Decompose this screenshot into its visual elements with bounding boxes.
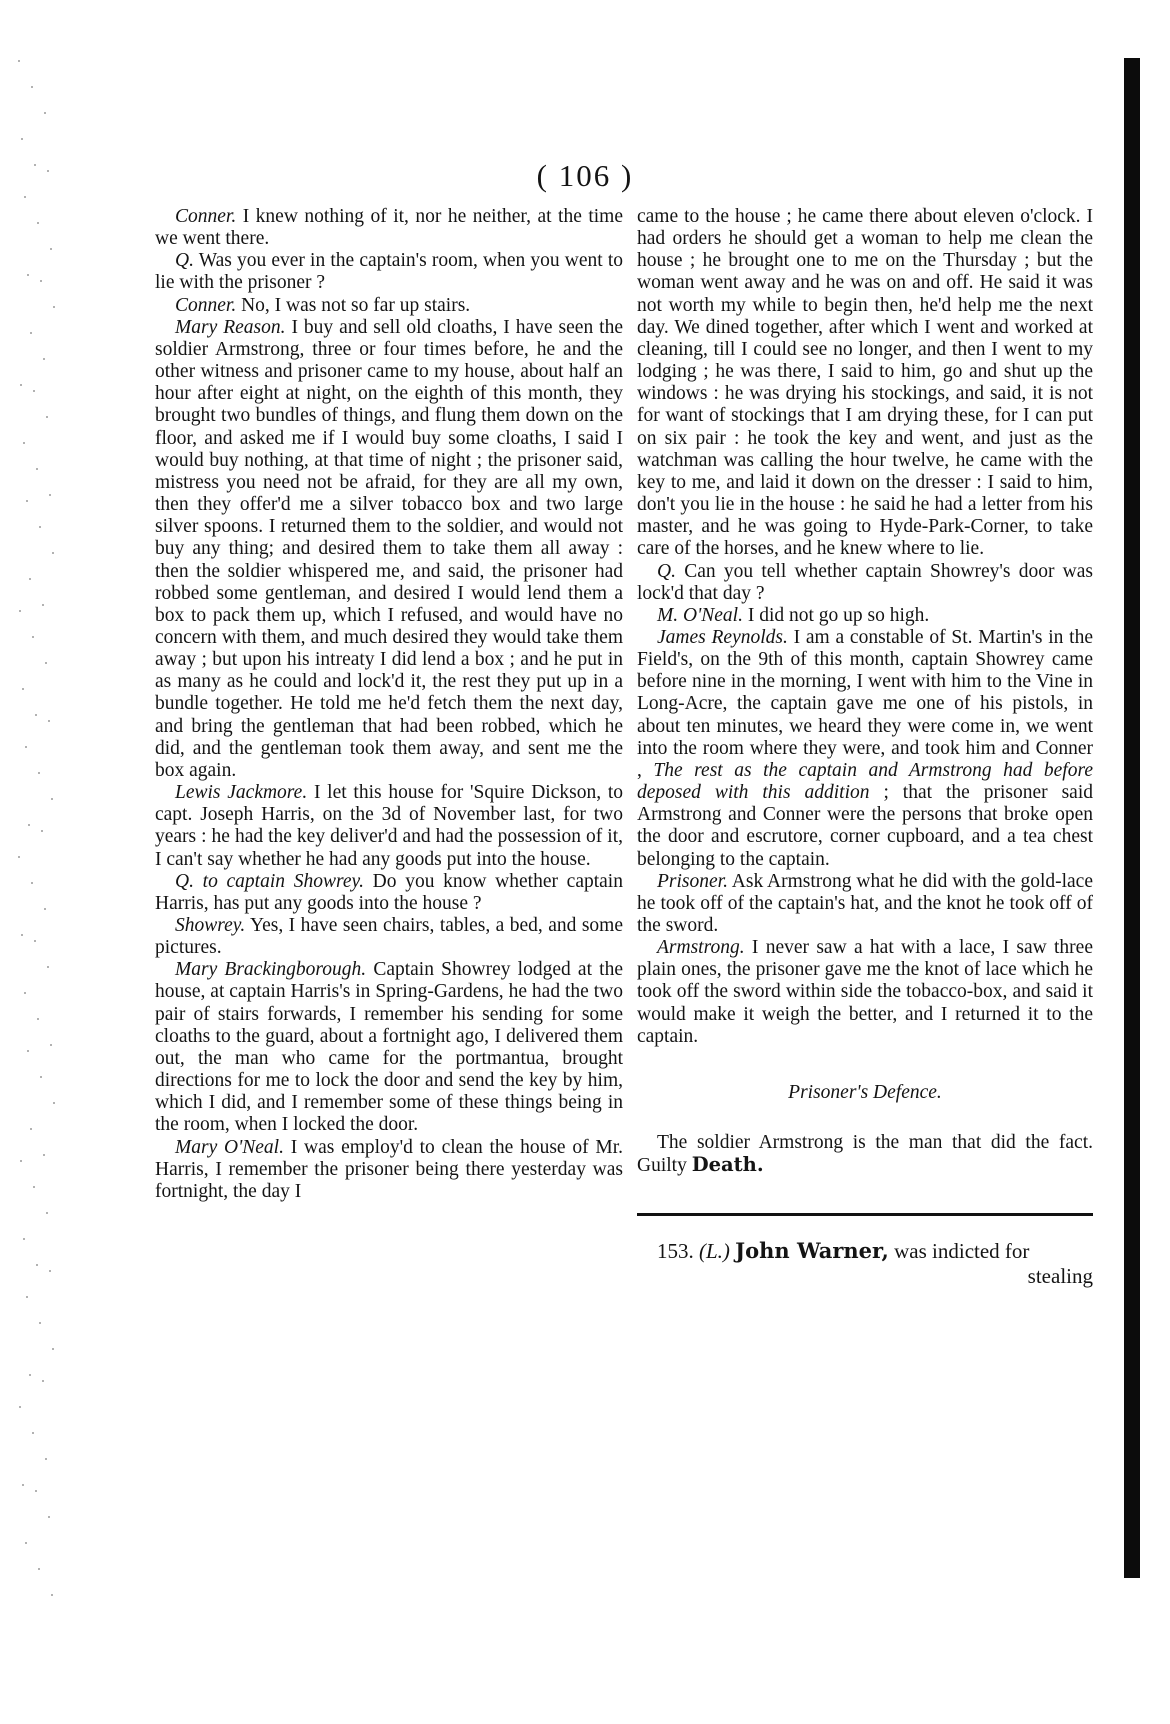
page-number: ( 106 ) <box>536 158 634 193</box>
scan-speck <box>45 1458 47 1460</box>
scan-speck <box>50 1044 52 1046</box>
scan-speck <box>27 1050 29 1052</box>
scan-speck <box>24 196 26 198</box>
scan-speck <box>29 578 31 580</box>
scan-speck <box>28 824 30 826</box>
scan-speck <box>52 552 54 554</box>
verdict-death: Death. <box>691 1153 764 1177</box>
scan-speck <box>41 830 43 832</box>
scan-speck <box>38 1568 40 1570</box>
scan-speck <box>39 526 41 528</box>
testimony-paragraph <box>637 561 1093 605</box>
italic-note: The rest as the captain and Armstrong had before deposed with this addition <box>637 759 1093 804</box>
speaker-name: Prisoner. <box>657 870 728 892</box>
testimony-text: ; that the prisoner said Armstrong and Conner were the persons that broke open the door and escrutore, corner cupboard, and a tea chest belonging to the captain. <box>637 782 1093 870</box>
testimony-text: Yes, I have seen chairs, tables, a bed, and some pictures. <box>155 915 623 959</box>
scan-speck <box>25 746 27 748</box>
speaker-name: Lewis Jackmore. <box>175 782 308 804</box>
scan-speck <box>18 60 20 62</box>
scan-speck <box>50 248 52 250</box>
scan-speck <box>27 274 29 276</box>
scan-speck <box>47 966 49 968</box>
scan-speck <box>30 332 32 334</box>
speaker-name: M. O'Neal. <box>657 604 743 626</box>
speaker-name: Q. <box>657 560 676 582</box>
testimony-text: I buy and sell old cloaths, I have seen the soldier Armstrong, three or four times before, he and the other witness and prisoner came to my house, about half an hour after eight at night, on the eighth of this month, they brought two bundles of things, and flung them down on the floor, and asked me if I would buy some cloaths, I said I would buy nothing, at that time of night ; the prisoner said, mistress you need not be afraid, for they are all my own, then they offer'd me a silver tobacco box and two large silver spoons. I returned them to the soldier, and would not buy any thing; and desired them to take them all away : then the soldier whispered me, and said, the prisoner had robbed some gentleman, and desired I would lend them a box to pack them up, which I refused, and would have no concern with them, and much desired they would take them away ; but upon his intreaty I did lend a box ; and he put in as many as he could and lock'd it, the rest they put up in a bundle together. He told me he'd fetch them the next day, and bring the gentleman that had been robbed, which he did, and the gentleman took them away, and sent me the box again. <box>155 316 623 781</box>
testimony-paragraph <box>155 915 623 959</box>
speaker-name: Q. to captain Showrey. <box>175 870 364 892</box>
scan-speck <box>52 1348 54 1350</box>
scan-speck <box>31 882 33 884</box>
scan-speck <box>53 1102 55 1104</box>
testimony-text: I never saw a hat with a lace, I saw three plain ones, the prisoner gave me the knot of lace which he took off the sword within side the tobacco-box, and said it would make it weigh the better, and I returned it to the captain. <box>637 937 1093 1047</box>
scan-speck <box>23 1238 25 1240</box>
scan-speck <box>51 1594 53 1596</box>
testimony-paragraph <box>155 871 623 915</box>
testimony-text: Do you know whether captain Harris, has put any goods into the house ? <box>155 870 623 914</box>
scan-speck <box>53 306 55 308</box>
scan-speck <box>30 1128 32 1130</box>
testimony-text: I am a constable of St. Martin's in the Field's, on the 9th of this month, captain Showrey came before nine in the morning, I went with him to the Vine in Long-Acre, the captain gave me one of his pistols, in about ten minutes, we heard they were come in, we went into the room where they were, and took him and Conner , <box>637 626 1093 781</box>
scan-speck <box>42 604 44 606</box>
testimony-paragraph <box>637 605 1093 627</box>
scan-speck <box>33 390 35 392</box>
testimony-text: Can you tell whether captain Showrey's door was lock'd that day ? <box>637 560 1093 604</box>
scan-speck <box>35 714 37 716</box>
scan-speck <box>18 856 20 858</box>
testimony-text: Was you ever in the captain's room, when you went to lie with the prisoner ? <box>155 250 623 294</box>
left-column <box>155 206 623 1203</box>
testimony-paragraph <box>155 295 623 317</box>
speaker-name: Mary Brackingborough. <box>175 959 367 981</box>
scan-speck <box>38 772 40 774</box>
scan-speck <box>25 1542 27 1544</box>
scan-speck <box>21 934 23 936</box>
scan-speck <box>46 1212 48 1214</box>
scan-speck <box>32 636 34 638</box>
testimony-paragraph <box>637 206 1093 561</box>
scan-speck <box>44 112 46 114</box>
testimony-paragraph <box>155 782 623 871</box>
testimony-text: I let this house for 'Squire Dickson, to capt. Joseph Harris, on the 3d of November last, for two years : he had the key deliver'd and had the possession of it, I can't say whether he had any goods put into the house. <box>155 782 623 870</box>
scan-speck <box>26 500 28 502</box>
scan-speck <box>31 86 33 88</box>
scan-speck <box>48 1516 50 1518</box>
defence-statement: The soldier Armstrong is the man that did the fact. <box>657 1132 1093 1154</box>
scan-speck <box>19 610 21 612</box>
scan-speck <box>24 992 26 994</box>
speaker-name: Showrey. <box>175 915 246 936</box>
entry-code: (L.) <box>693 1239 736 1264</box>
testimony-paragraph <box>637 937 1093 1048</box>
testimony-text: I was employ'd to clean the house of Mr. Harris, I remember the prisoner being there yesterday was fortnight, the day I <box>155 1136 623 1202</box>
scan-speck <box>48 720 50 722</box>
scan-speck <box>40 1076 42 1078</box>
defence-text <box>637 1132 1093 1177</box>
testimony-paragraph <box>637 627 1093 871</box>
scan-speck <box>22 1484 24 1486</box>
next-entry <box>637 1238 1093 1264</box>
testimony-text: Ask Armstrong what he did with the gold-lace he took off of the captain's hat, and the knot he took off of the sword. <box>637 870 1093 936</box>
scan-speck <box>46 416 48 418</box>
scan-speck <box>45 662 47 664</box>
testimony-paragraph <box>155 1137 623 1203</box>
verdict-label: Guilty <box>637 1155 692 1177</box>
testimony-paragraph <box>155 206 623 250</box>
entry-number: 153. <box>657 1239 694 1264</box>
section-rule <box>637 1213 1093 1216</box>
scan-speck <box>34 940 36 942</box>
testimony-paragraph <box>155 317 623 782</box>
speaker-name: Mary O'Neal. <box>175 1136 284 1158</box>
right-column <box>637 206 1093 1289</box>
testimony-paragraph <box>637 871 1093 937</box>
scan-speck <box>35 1490 37 1492</box>
scan-speck <box>37 1018 39 1020</box>
entry-text: was indicted for <box>888 1239 1030 1264</box>
scan-specks <box>18 60 58 1660</box>
testimony-text: came to the house ; he came there about eleven o'clock. I had orders he should get a woman to help me clean the house ; he brought one to me on the Thursday ; but the woman went away and he was on and off. He said it was not worth my while to begin then, he'd help me the next day. We dined together, after which I went and worked at cleaning, till I could see no longer, and then I went to my lodging ; he was there, I said to him, go and shut up the windows : he was drying his stockings, and said, it is not for want of stockings that I am drying these, for I can put on six pair : he took the key and went, and just as the watchman was calling the hour twelve, he came with the key to me, and laid it down on the dresser : I said to him, don't you lie in the house : he said he had a letter from his master, and he was going to Hyde-Park-Corner, to take care of the horses, and he knew where to lie. <box>637 206 1093 560</box>
testimony-text: I knew nothing of it, nor he neither, at the time we went there. <box>155 206 623 250</box>
scan-speck <box>26 1296 28 1298</box>
speaker-name: Armstrong. <box>657 937 745 959</box>
testimony-text: No, I was not so far up stairs. <box>236 294 471 316</box>
scan-speck <box>39 1322 41 1324</box>
scan-speck <box>29 1374 31 1376</box>
catchword: stealing <box>1027 1264 1093 1289</box>
testimony-text: I did not go up so high. <box>742 604 930 626</box>
testimony-paragraph <box>155 250 623 294</box>
scan-speck <box>40 280 42 282</box>
speaker-name: James Reynolds. <box>657 626 788 648</box>
scan-speck <box>32 1432 34 1434</box>
scan-speck <box>36 1264 38 1266</box>
scan-speck <box>49 1270 51 1272</box>
scan-speck <box>37 222 39 224</box>
scan-speck <box>20 384 22 386</box>
scan-speck <box>49 494 51 496</box>
page-edge-shadow <box>1124 58 1140 1578</box>
scan-speck <box>20 1160 22 1162</box>
scan-speck <box>43 1154 45 1156</box>
testimony-text: Captain Showrey lodged at the house, at captain Harris's in Spring-Gardens, he had the two pair of stairs forwards, I remember his sending for some cloaths to the guard, about a fortnight ago, I delivered them out, the man who came for the portmantua, brought directions for me to lock the door and send the key by him, which I did, and I remember some of these things being in the room, when I locked the door. <box>155 959 623 1136</box>
entry-name: John Warner, <box>735 1238 889 1264</box>
scan-speck <box>36 468 38 470</box>
scan-speck <box>51 798 53 800</box>
scan-speck <box>23 442 25 444</box>
scan-speck <box>21 138 23 140</box>
right-column-paragraphs <box>637 206 1093 1048</box>
defence-heading: Prisoner's Defence. <box>788 1081 942 1103</box>
scan-speck <box>42 1380 44 1382</box>
scan-speck <box>19 1406 21 1408</box>
scan-speck <box>44 908 46 910</box>
scan-speck <box>33 1186 35 1188</box>
speaker-name: Conner. <box>175 206 237 227</box>
speaker-name: Conner. <box>175 294 237 316</box>
scan-speck <box>43 358 45 360</box>
scan-speck <box>22 688 24 690</box>
testimony-paragraph <box>155 959 623 1136</box>
speaker-name: Mary Reason. <box>175 316 286 338</box>
speaker-name: Q. <box>175 250 194 272</box>
